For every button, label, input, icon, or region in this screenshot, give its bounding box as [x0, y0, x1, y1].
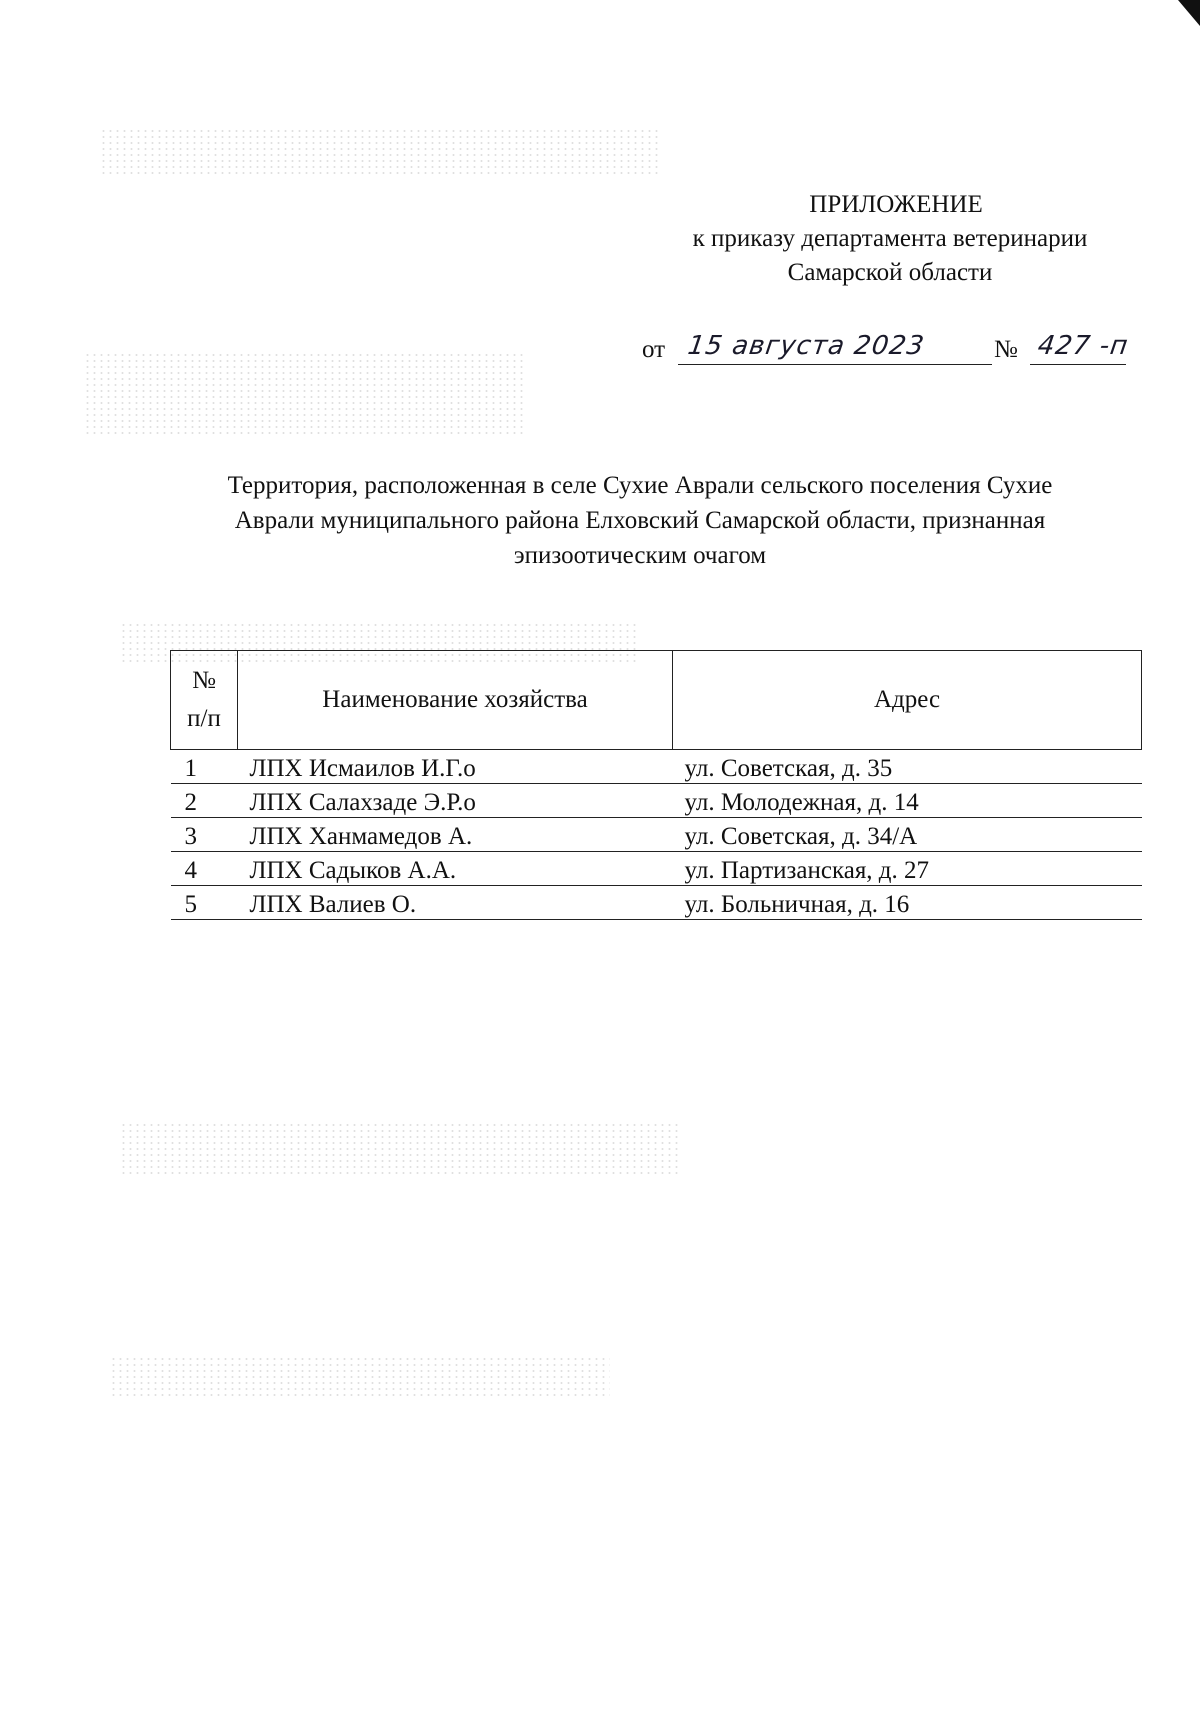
- row-address: ул. Советская, д. 34/А: [673, 818, 1142, 852]
- document-title: [150, 468, 1130, 573]
- number-label: №: [994, 336, 1018, 363]
- header-farm-name: Наименование хозяйства: [238, 651, 673, 750]
- row-number: 3: [171, 818, 238, 852]
- scan-noise: [100, 128, 660, 174]
- row-farm-name: ЛПХ Ханмамедов А.: [238, 818, 673, 852]
- scan-noise: [120, 1122, 680, 1174]
- row-number: 2: [171, 784, 238, 818]
- table-row: [171, 886, 1142, 920]
- header-number-sign: №: [192, 667, 216, 694]
- row-number: 4: [171, 852, 238, 886]
- order-number-field: [1030, 330, 1131, 365]
- scan-noise: [84, 352, 524, 438]
- order-date-number-line: [642, 330, 1132, 370]
- appendix-label: ПРИЛОЖЕНИЕ: [809, 191, 983, 218]
- table-header-row: [171, 651, 1142, 750]
- row-farm-name: ЛПХ Салахзаде Э.Р.о: [238, 784, 673, 818]
- row-address: ул. Партизанская, д. 27: [673, 852, 1142, 886]
- order-date-handwritten: 15 августа 2023: [685, 331, 927, 361]
- row-farm-name: ЛПХ Садыков А.А.: [238, 852, 673, 886]
- row-farm-name: ЛПХ Валиев О.: [238, 886, 673, 920]
- row-number: 5: [171, 886, 238, 920]
- header-number: [171, 651, 238, 750]
- table-row: [171, 818, 1142, 852]
- row-farm-name: ЛПХ Исмаилов И.Г.о: [238, 750, 673, 784]
- table-row: [171, 750, 1142, 784]
- row-number: 1: [171, 750, 238, 784]
- scan-corner-mark: [1178, 0, 1200, 26]
- row-address: ул. Больничная, д. 16: [673, 886, 1142, 920]
- row-address: ул. Молодежная, д. 14: [673, 784, 1142, 818]
- table-row: [171, 784, 1142, 818]
- order-date-field: [678, 330, 992, 365]
- title-line-3: эпизоотическим очагом: [513, 542, 767, 569]
- order-number-handwritten: 427 -п: [1035, 331, 1131, 361]
- from-label: от: [642, 336, 666, 363]
- row-address: ул. Советская, д. 35: [673, 750, 1142, 784]
- scan-noise: [110, 1356, 610, 1396]
- region-name: Самарской области: [787, 259, 993, 286]
- header-number-pp: п/п: [187, 705, 221, 732]
- title-line-2: Аврали муниципального района Елховский Самарской области, признанная: [234, 507, 1046, 534]
- appendix-header: [640, 188, 1140, 290]
- table-row: [171, 852, 1142, 886]
- order-reference: к приказу департамента ветеринарии: [692, 225, 1088, 252]
- title-line-1: Территория, расположенная в селе Сухие Аврали сельского поселения Сухие: [227, 472, 1053, 499]
- header-address: Адрес: [673, 651, 1142, 750]
- farms-table: [170, 650, 1142, 920]
